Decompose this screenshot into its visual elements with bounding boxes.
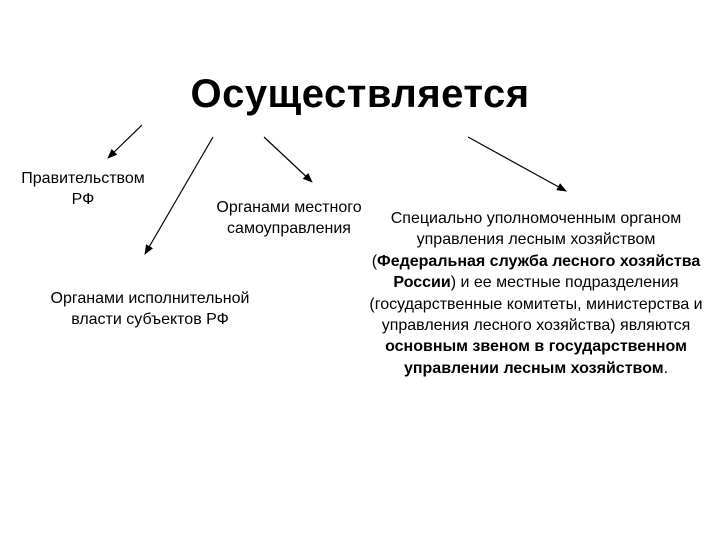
special-text-part3: ) и ее местные подразделения (государственные комитеты, министерства и управления лесного хозяйства) являются xyxy=(369,274,703,335)
node-government-line2: РФ xyxy=(71,191,95,208)
special-text-period: . xyxy=(663,359,669,377)
node-regional-line2: власти субъектов РФ xyxy=(71,311,229,328)
node-regional-authorities xyxy=(20,288,280,330)
node-government-line1: Правительством xyxy=(21,170,145,187)
arrow-to-special xyxy=(468,137,566,191)
special-text-agency-name: Федеральная служба лесного хозяйства России xyxy=(377,252,701,292)
node-local-self-government xyxy=(204,197,374,239)
node-local-line2: самоуправления xyxy=(227,220,351,237)
arrow-to-government xyxy=(108,125,142,158)
node-government xyxy=(4,168,162,210)
node-local-line1: Органами местного xyxy=(216,199,362,216)
diagram-title: Осуществляется xyxy=(190,72,530,116)
node-regional-line1: Органами исполнительной xyxy=(50,290,250,307)
node-special-authority xyxy=(368,208,704,379)
special-text-part1: Специально уполномоченным органом управления лесным хозяйством ( xyxy=(371,210,682,270)
arrow-to-local xyxy=(264,137,312,182)
special-text-key-role: основным звеном в государственном управлении лесным хозяйством xyxy=(385,338,687,377)
